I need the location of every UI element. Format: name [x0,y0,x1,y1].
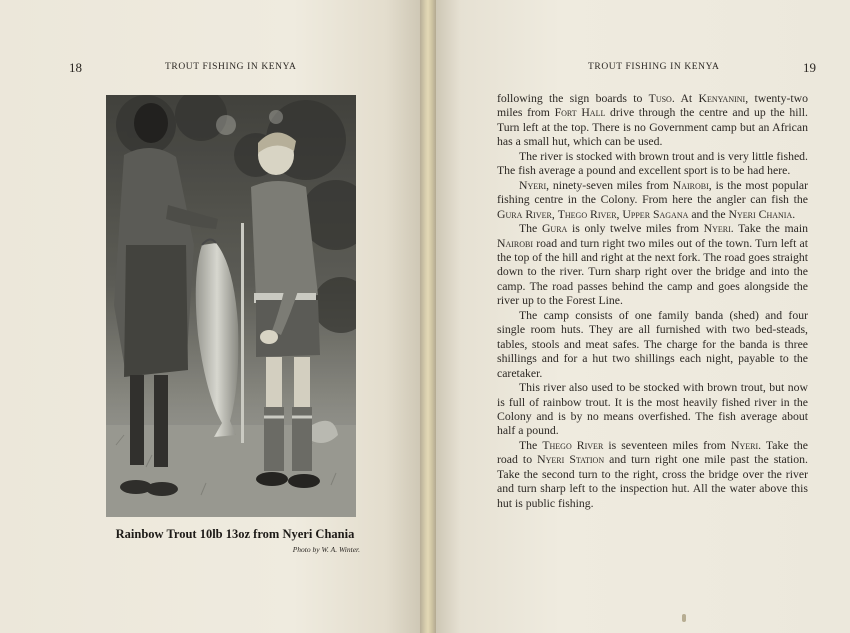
page-number-left: 18 [69,60,82,75]
text-run: This river also used to be stocked with brown trout, but now is full of rainbow trout. It is the most heavily fished river in the Colony and is by no means overfished. The fish average about half a pound. [497,381,808,438]
photo-caption: Rainbow Trout 10lb 13oz from Nyeri Chania [115,527,355,541]
body-paragraph [497,92,808,150]
text-run: . Take the road to [497,438,808,467]
body-paragraph [497,150,808,179]
text-run: , is the most popular fishing centre in the Colony. From here the angler can fish the [497,178,808,207]
text-run: , twenty-two miles from [497,92,808,120]
body-paragraph [497,381,808,439]
text-run: , ninety-seven miles from [546,178,673,192]
text-run: . [792,207,796,221]
place-name: Tuso [648,92,672,105]
running-head-left: TROUT FISHING IN KENYA [165,62,297,72]
place-name: Gura [541,222,568,236]
place-name: Fort Hall [554,106,606,120]
place-name: Thego River [542,438,604,452]
place-name: Upper Sagana [622,207,689,221]
text-run: , [551,207,558,221]
text-run: following the sign boards to [497,92,649,105]
text-run: . At [671,92,699,105]
paper-mark [682,614,686,622]
text-run: The [519,222,542,236]
place-name: Nairobi [672,178,709,192]
text-run: The [519,438,543,452]
body-paragraph [497,222,808,309]
text-run: is seventeen miles from [603,438,731,452]
place-name: Kenyanini [698,92,746,105]
photo-illustration [106,95,356,517]
text-run: drive through the centre and up the hill. Turn left at the top. There is no Government camp but an African has a small hut, which can be used. [497,106,808,149]
text-run: , [616,207,623,221]
body-paragraph [497,179,808,222]
body-paragraph [497,309,808,381]
body-paragraph [497,439,808,511]
place-name: Nyeri [519,178,547,192]
book-gutter [420,0,436,633]
body-text [497,92,808,511]
text-run: and turn right one mile past the station. Take the second turn to the right, cross the bridge over the river and turn sharp left to the inspection hut. All the water above this hut is public fishing. [497,453,808,510]
text-run: The river is stocked with brown trout and is very little fished. The fish average a pound and excellent sport is to be had here. [497,149,808,178]
place-name: Nairobi [497,236,534,250]
photograph [106,95,356,517]
left-page [0,0,420,633]
text-run: road and turn right two miles out of the town. Turn left at the top of the hill and right at the next fork. The road goes straight down to the river. Turn sharp right over the bridge and into the camp. The road passes behind the camp and goes alongside the river up to the Forest Line. [497,236,808,308]
text-run: is only twelve miles from [567,222,704,236]
place-name: Nyeri [703,222,731,236]
photo-credit: Photo by W. A. Winter. [292,545,360,554]
text-run: and the [688,207,729,221]
page-number-right: 19 [803,60,816,75]
place-name: Gura River [497,207,552,221]
place-name: Nyeri Chania [728,207,793,221]
place-name: Thego River [557,207,617,221]
text-run: . Take the main [730,222,808,236]
place-name: Nyeri [730,438,759,452]
running-head-right: TROUT FISHING IN KENYA [588,62,720,72]
place-name: Nyeri Station [537,453,605,467]
text-run: The camp consists of one family banda (shed) and four single room huts. They are all furnished with two bed-steads, tables, stools and meat safes. The charge for the banda is three shillings and for a hut two shillings each night, payable to the caretaker. [497,308,808,380]
